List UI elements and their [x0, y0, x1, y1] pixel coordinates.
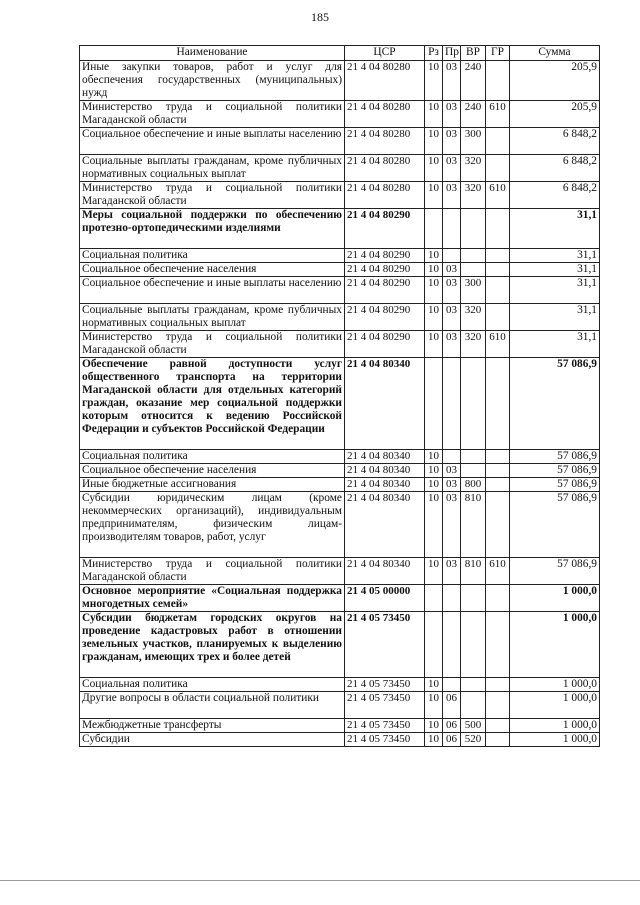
row-rz: 10: [425, 492, 443, 558]
row-csr: 21 4 04 80280: [345, 61, 425, 101]
row-rz: 10: [425, 464, 443, 478]
row-vr: 810: [461, 492, 486, 558]
row-csr: 21 4 04 80280: [345, 101, 425, 128]
row-sum: 57 086,9: [510, 478, 600, 492]
row-gr: [486, 450, 510, 464]
row-rz: [425, 585, 443, 612]
row-sum: 57 086,9: [510, 492, 600, 558]
row-vr: 300: [461, 128, 486, 155]
row-rz: 10: [425, 263, 443, 277]
row-sum: 1 000,0: [510, 678, 600, 692]
row-csr: 21 4 05 73450: [345, 719, 425, 733]
row-rz: [425, 358, 443, 450]
row-gr: [486, 358, 510, 450]
row-vr: 320: [461, 182, 486, 209]
table-row: [80, 101, 600, 128]
row-pr: [443, 450, 461, 464]
row-gr: [486, 155, 510, 182]
table-row: [80, 61, 600, 101]
table-row: [80, 678, 600, 692]
row-name: Субсидии бюджетам городских округов на проведение кадастровых работ в отношении земельных участков, планируемых к выделению гражданам, имеющих трех и более детей: [80, 612, 345, 678]
row-csr: 21 4 04 80280: [345, 128, 425, 155]
table-row: [80, 464, 600, 478]
row-sum: 1 000,0: [510, 692, 600, 719]
row-vr: [461, 678, 486, 692]
row-rz: 10: [425, 277, 443, 304]
row-csr: 21 4 05 73450: [345, 612, 425, 678]
row-gr: [486, 209, 510, 249]
row-name: Обеспечение равной доступности услуг общественного транспорта на территории Магаданской области для отдельных категорий граждан, оказание мер социальной поддержки которым относится к ведению Российской Федерации и субъектов Российской Федерации: [80, 358, 345, 450]
header-rz: Рз: [425, 46, 443, 61]
row-gr: 610: [486, 182, 510, 209]
row-rz: 10: [425, 478, 443, 492]
row-sum: 205,9: [510, 101, 600, 128]
row-gr: 610: [486, 101, 510, 128]
row-sum: 31,1: [510, 249, 600, 263]
row-sum: 1 000,0: [510, 733, 600, 747]
row-rz: 10: [425, 678, 443, 692]
row-gr: [486, 478, 510, 492]
row-pr: 03: [443, 101, 461, 128]
row-sum: 31,1: [510, 331, 600, 358]
row-vr: 240: [461, 101, 486, 128]
row-rz: 10: [425, 719, 443, 733]
row-gr: [486, 277, 510, 304]
row-csr: 21 4 04 80280: [345, 155, 425, 182]
row-sum: 57 086,9: [510, 558, 600, 585]
table-row: [80, 128, 600, 155]
row-sum: 6 848,2: [510, 155, 600, 182]
row-pr: [443, 612, 461, 678]
row-pr: 03: [443, 331, 461, 358]
row-pr: 03: [443, 304, 461, 331]
row-sum: 57 086,9: [510, 358, 600, 450]
row-rz: 10: [425, 61, 443, 101]
row-name: Социальное обеспечение и иные выплаты населению: [80, 277, 345, 304]
header-gr: ГР: [486, 46, 510, 61]
table-row: [80, 585, 600, 612]
table-row: [80, 155, 600, 182]
row-sum: 1 000,0: [510, 719, 600, 733]
row-gr: [486, 692, 510, 719]
row-vr: [461, 263, 486, 277]
row-name: Иные закупки товаров, работ и услуг для обеспечения государственных (муниципальных) нужд: [80, 61, 345, 101]
row-name: Министерство труда и социальной политики Магаданской области: [80, 331, 345, 358]
row-sum: 6 848,2: [510, 182, 600, 209]
row-pr: 03: [443, 182, 461, 209]
row-gr: 610: [486, 331, 510, 358]
row-name: Другие вопросы в области социальной политики: [80, 692, 345, 719]
row-gr: 610: [486, 558, 510, 585]
row-csr: 21 4 04 80290: [345, 277, 425, 304]
row-rz: 10: [425, 331, 443, 358]
row-pr: 03: [443, 61, 461, 101]
row-vr: 320: [461, 304, 486, 331]
row-csr: 21 4 04 80290: [345, 249, 425, 263]
row-csr: 21 4 05 73450: [345, 692, 425, 719]
table-row: [80, 492, 600, 558]
row-sum: 31,1: [510, 209, 600, 249]
row-gr: [486, 612, 510, 678]
row-name: Социальная политика: [80, 450, 345, 464]
table-row: [80, 450, 600, 464]
table-row: [80, 358, 600, 450]
table-row: [80, 733, 600, 747]
table-row: [80, 478, 600, 492]
row-name: Социальные выплаты гражданам, кроме публичных нормативных социальных выплат: [80, 155, 345, 182]
row-pr: 06: [443, 733, 461, 747]
row-pr: [443, 358, 461, 450]
row-name: Социальные выплаты гражданам, кроме публичных нормативных социальных выплат: [80, 304, 345, 331]
row-gr: [486, 464, 510, 478]
row-csr: 21 4 04 80290: [345, 304, 425, 331]
row-csr: 21 4 04 80340: [345, 492, 425, 558]
row-vr: [461, 358, 486, 450]
row-vr: 500: [461, 719, 486, 733]
row-rz: 10: [425, 733, 443, 747]
row-sum: 205,9: [510, 61, 600, 101]
row-pr: [443, 678, 461, 692]
row-rz: 10: [425, 128, 443, 155]
header-vr: ВР: [461, 46, 486, 61]
table-row: [80, 249, 600, 263]
row-csr: 21 4 04 80340: [345, 478, 425, 492]
row-vr: [461, 612, 486, 678]
table-row: [80, 277, 600, 304]
table-row: [80, 331, 600, 358]
row-rz: 10: [425, 182, 443, 209]
row-name: Межбюджетные трансферты: [80, 719, 345, 733]
row-csr: 21 4 04 80290: [345, 209, 425, 249]
row-gr: [486, 585, 510, 612]
row-csr: 21 4 04 80340: [345, 558, 425, 585]
row-vr: 520: [461, 733, 486, 747]
table-row: [80, 304, 600, 331]
row-vr: 320: [461, 331, 486, 358]
row-sum: 1 000,0: [510, 585, 600, 612]
row-csr: 21 4 05 73450: [345, 678, 425, 692]
row-gr: [486, 263, 510, 277]
row-name: Министерство труда и социальной политики Магаданской области: [80, 182, 345, 209]
table-body: [80, 61, 600, 747]
row-name: Меры социальной поддержки по обеспечению протезно-ортопедическими изделиями: [80, 209, 345, 249]
row-gr: [486, 128, 510, 155]
row-name: Основное мероприятие «Социальная поддержка многодетных семей»: [80, 585, 345, 612]
header-csr: ЦСР: [345, 46, 425, 61]
row-vr: [461, 450, 486, 464]
row-rz: 10: [425, 558, 443, 585]
row-pr: 03: [443, 128, 461, 155]
row-name: Социальная политика: [80, 678, 345, 692]
row-vr: 800: [461, 478, 486, 492]
row-name: Социальное обеспечение населения: [80, 464, 345, 478]
row-name: Социальное обеспечение и иные выплаты населению: [80, 128, 345, 155]
row-sum: 1 000,0: [510, 612, 600, 678]
row-name: Социальное обеспечение населения: [80, 263, 345, 277]
row-csr: 21 4 05 73450: [345, 733, 425, 747]
page-bottom-line: [0, 880, 640, 881]
row-sum: 6 848,2: [510, 128, 600, 155]
row-rz: 10: [425, 304, 443, 331]
row-gr: [486, 249, 510, 263]
row-pr: 03: [443, 277, 461, 304]
header-sum: Сумма: [510, 46, 600, 61]
row-name: Социальная политика: [80, 249, 345, 263]
row-pr: [443, 209, 461, 249]
row-rz: 10: [425, 249, 443, 263]
row-vr: [461, 249, 486, 263]
row-rz: 10: [425, 450, 443, 464]
row-vr: 240: [461, 61, 486, 101]
row-csr: 21 4 05 00000: [345, 585, 425, 612]
row-csr: 21 4 04 80340: [345, 358, 425, 450]
row-pr: 03: [443, 492, 461, 558]
row-pr: 03: [443, 263, 461, 277]
row-vr: 320: [461, 155, 486, 182]
table-row: [80, 719, 600, 733]
row-vr: [461, 464, 486, 478]
header-pr: Пр: [443, 46, 461, 61]
row-rz: 10: [425, 155, 443, 182]
header-name: Наименование: [80, 46, 345, 61]
row-name: Министерство труда и социальной политики Магаданской области: [80, 101, 345, 128]
row-csr: 21 4 04 80340: [345, 464, 425, 478]
row-sum: 31,1: [510, 277, 600, 304]
row-name: Министерство труда и социальной политики Магаданской области: [80, 558, 345, 585]
row-pr: [443, 585, 461, 612]
row-csr: 21 4 04 80290: [345, 263, 425, 277]
table-row: [80, 182, 600, 209]
table-header-row: [80, 46, 600, 61]
table-row: [80, 612, 600, 678]
table-row: [80, 558, 600, 585]
row-vr: 300: [461, 277, 486, 304]
row-gr: [486, 61, 510, 101]
row-sum: 57 086,9: [510, 450, 600, 464]
row-name: Иные бюджетные ассигнования: [80, 478, 345, 492]
row-rz: [425, 209, 443, 249]
row-pr: 06: [443, 692, 461, 719]
row-gr: [486, 492, 510, 558]
row-vr: [461, 692, 486, 719]
row-pr: 03: [443, 478, 461, 492]
row-gr: [486, 733, 510, 747]
row-sum: 31,1: [510, 263, 600, 277]
row-pr: 03: [443, 155, 461, 182]
row-pr: 06: [443, 719, 461, 733]
row-sum: 31,1: [510, 304, 600, 331]
table-row: [80, 263, 600, 277]
row-name: Субсидии юридическим лицам (кроме некоммерческих организаций), индивидуальным предпринимателям, физическим лицам-производителям товаров, работ, услуг: [80, 492, 345, 558]
row-pr: [443, 249, 461, 263]
row-gr: [486, 304, 510, 331]
row-rz: 10: [425, 101, 443, 128]
row-gr: [486, 719, 510, 733]
row-pr: 03: [443, 464, 461, 478]
row-csr: 21 4 04 80340: [345, 450, 425, 464]
row-name: Субсидии: [80, 733, 345, 747]
row-rz: 10: [425, 692, 443, 719]
row-vr: [461, 209, 486, 249]
row-rz: [425, 612, 443, 678]
row-vr: [461, 585, 486, 612]
row-sum: 57 086,9: [510, 464, 600, 478]
row-csr: 21 4 04 80280: [345, 182, 425, 209]
row-csr: 21 4 04 80290: [345, 331, 425, 358]
page-number: 185: [311, 10, 329, 24]
table-row: [80, 209, 600, 249]
row-vr: 810: [461, 558, 486, 585]
row-pr: 03: [443, 558, 461, 585]
budget-table: [79, 45, 600, 747]
row-gr: [486, 678, 510, 692]
table-row: [80, 692, 600, 719]
